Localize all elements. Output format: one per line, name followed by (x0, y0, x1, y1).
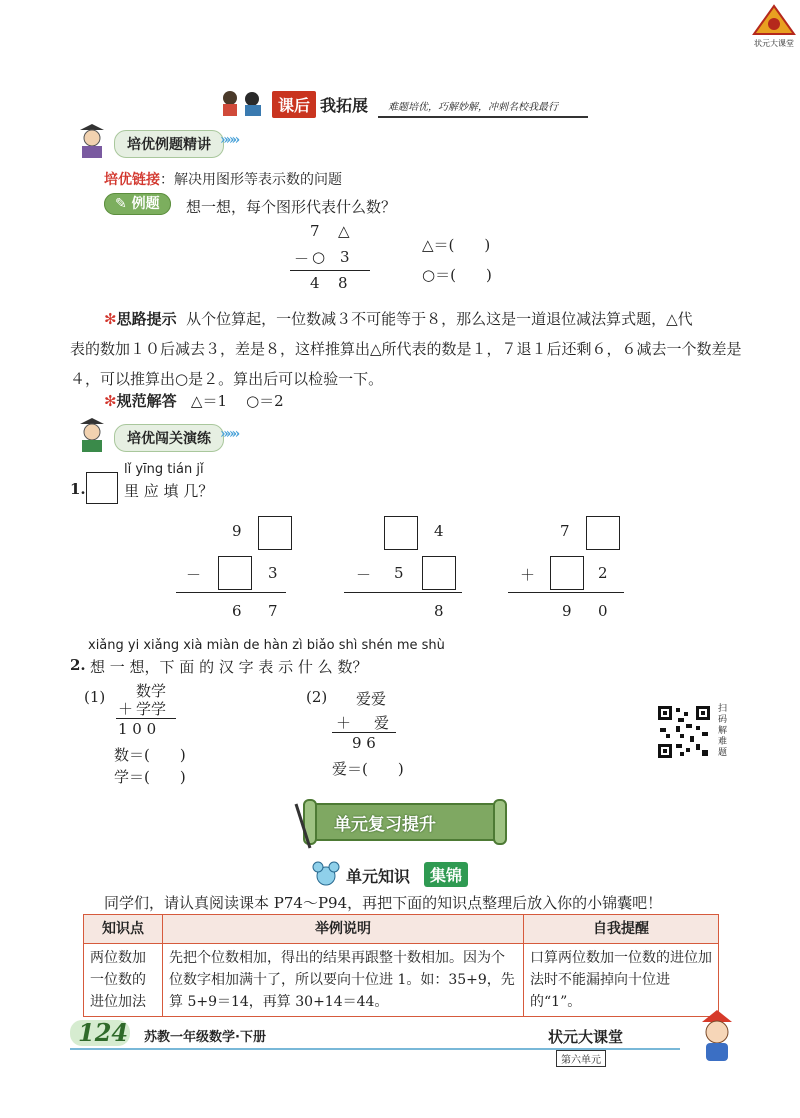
section2-header (70, 418, 270, 454)
q2-sub1 (84, 680, 214, 790)
footer (70, 1018, 750, 1078)
p2-res: 8 (434, 602, 444, 620)
solution-label: 规范解答 (116, 392, 177, 410)
s1-line (116, 718, 176, 719)
hint-cont (70, 334, 750, 394)
solution-cir: ○＝2 (246, 392, 284, 410)
p3-box-top[interactable] (586, 516, 620, 550)
unit-review-title: 单元复习提升 (334, 815, 436, 835)
s2-op: ＋ (336, 714, 352, 732)
knowledge-table (83, 914, 719, 1017)
knowledge-intro: 同学们，请认真阅读课本 P74～P94，再把下面的知识点整理后放入你的小锦囊吧！ (104, 894, 663, 912)
p3-mid: 2 (598, 564, 608, 582)
banner-underline (378, 116, 588, 118)
q2-text: 想 一 想，下 面 的 汉 字 表 示 什 么 数？ (90, 658, 368, 676)
banner-title-black: 我拓展 (320, 96, 369, 115)
s2-res: 9 6 (352, 734, 376, 752)
q1-num: 1. (70, 480, 86, 498)
table-header-cell: 举例说明 (163, 915, 524, 944)
qr-code[interactable] (656, 704, 712, 760)
ex-line (290, 270, 370, 271)
section1-label: 培优例题精讲 (114, 130, 224, 158)
p2-box-mid[interactable] (422, 556, 456, 590)
p1-box-top[interactable] (258, 516, 292, 550)
p1-line (176, 592, 286, 593)
p2-top: 4 (434, 522, 444, 540)
example-sum (290, 222, 380, 292)
section1-header (70, 124, 270, 160)
link-text: 解决用图形等表示数的问题 (174, 172, 342, 188)
q1-problem3 (508, 512, 628, 622)
q2-pinyin: xiǎng yi xiǎng xià miàn de hàn zì biǎo shì shén me shù (88, 638, 445, 653)
example-badge (104, 193, 171, 213)
s1-label: (1) (84, 688, 106, 706)
corner-logo-text: 状元大课堂 (754, 39, 794, 48)
footer-book: 苏教一年级数学·下册 (144, 1030, 266, 1045)
p1-top: 9 (232, 522, 242, 540)
ex-answer-triangle: △＝( ) (422, 236, 491, 254)
ex-r2-tens: ○ (312, 248, 326, 266)
ex-res-ones: 8 (338, 274, 348, 292)
kids-illustration-icon (218, 88, 268, 118)
doctor-icon (70, 418, 114, 454)
hint-line2: 表的数加１０后减去３，差是８，这样推算出△所代表的数是１，７退１后还剩６，６减去一个数差是 (70, 340, 742, 358)
page-number: 124 (78, 1018, 129, 1047)
s1-res: 1 0 0 (118, 720, 157, 738)
p3-line (508, 592, 624, 593)
table-cell-reminder: 口算两位数加一位数的进位加法时不能漏掉向十位进的“1”。 (524, 944, 719, 1017)
s1-top: 数学 (136, 682, 167, 700)
p3-res-ones: 0 (598, 602, 608, 620)
p2-line (344, 592, 462, 593)
unit-review-banner (290, 796, 520, 852)
p3-top: 7 (560, 522, 570, 540)
ex-r2-op: － (294, 250, 310, 268)
q1-problem1 (176, 512, 286, 622)
knowledge-title-b: 集锦 (424, 862, 468, 887)
qr-code-icon (656, 704, 712, 760)
s2-line (332, 732, 396, 733)
solution-tri: △＝1 (190, 392, 227, 410)
p2-box-top[interactable] (384, 516, 418, 550)
s2-label: (2) (306, 688, 328, 706)
footer-unit: 第六单元 (556, 1050, 606, 1067)
boy-mascot-icon (692, 1008, 742, 1064)
knowledge-title-a: 单元知识 (346, 867, 411, 886)
banner (218, 88, 588, 120)
link-line (104, 170, 342, 190)
chevrons-icon-2: »»» (220, 426, 238, 442)
p1-mid: 3 (268, 564, 278, 582)
q1-text: 里 应 填 几？ (124, 482, 214, 500)
p2-op: － (356, 566, 372, 584)
ex-res-tens: 4 (310, 274, 320, 292)
hint-block (104, 304, 744, 334)
logo-triangle-icon (752, 4, 796, 36)
flower-icon-2: ✻ (104, 392, 117, 410)
banner-title-red: 课后 (272, 91, 316, 118)
p1-op: － (186, 566, 202, 584)
hint-line3: ４，可以推算出○是２。算出后可以检验一下。 (70, 370, 384, 388)
q1-pinyin: lǐ yīng tián jǐ (124, 462, 204, 477)
footer-brand: 状元大课堂 (548, 1028, 624, 1046)
table-header-cell: 自我提醒 (524, 915, 719, 944)
teacher-icon (70, 124, 114, 160)
table-cell-example: 先把个位数相加，得出的结果再跟整十数相加。因为个位数字相加满十了，所以要向十位进 1。如：35+9，先算 5+9＝14，再算 30+14＝44。 (163, 944, 524, 1017)
p3-res-tens: 9 (562, 602, 572, 620)
q2-num: 2. (70, 656, 86, 674)
knowledge-header (312, 860, 492, 890)
q1-problem2 (344, 512, 464, 622)
hint-line1: 从个位算起，一位数减３不可能等于８，那么这是一道退位减法算式题，△代 (186, 310, 693, 328)
mouse-mascot-icon (312, 860, 340, 888)
s2-top: 爱爱 (356, 690, 387, 708)
ex-answer-circle: ○＝( ) (422, 266, 492, 284)
table-cell-topic: 两位数加一位数的进位加法 (84, 944, 163, 1017)
ex-r2-ones: 3 (340, 248, 350, 266)
s1-a2: 学＝( ) (114, 768, 186, 786)
flower-icon: ✻ (104, 310, 117, 328)
chevrons-icon: »»» (220, 132, 238, 148)
q2-sub2 (306, 686, 436, 786)
p1-box-mid[interactable] (218, 556, 252, 590)
qr-caption: 扫码解难题 (718, 704, 728, 758)
example-label-text: 例题 (131, 196, 160, 212)
p2-mid: 5 (394, 564, 404, 582)
section2-label: 培优闯关演练 (114, 424, 224, 452)
p1-res-ones: 7 (268, 602, 278, 620)
banner-slogan: 难题培优，巧解妙解，冲刺名校我最行 (388, 102, 558, 113)
solution-line (104, 390, 284, 411)
p3-op: ＋ (520, 566, 536, 584)
p3-box-mid[interactable] (550, 556, 584, 590)
s1-a1: 数＝( ) (114, 746, 186, 764)
link-colon: ： (160, 172, 174, 188)
s1-mid: 学学 (136, 700, 167, 718)
link-label: 培优链接 (104, 172, 160, 188)
ex-r1-tens: 7 (310, 222, 320, 240)
ex-r1-ones: △ (338, 222, 350, 240)
example-question: 想一想，每个图形代表什么数？ (186, 198, 397, 216)
hint-label: 思路提示 (116, 310, 177, 328)
example-label: ✎ 例题 (104, 193, 171, 215)
corner-logo (752, 4, 796, 48)
table-header-cell: 知识点 (84, 915, 163, 944)
s2-mid: 爱 (374, 714, 390, 732)
table-header-row (84, 915, 719, 944)
s1-op: ＋ (118, 700, 134, 718)
s2-a1: 爱＝( ) (332, 760, 404, 778)
p1-res-tens: 6 (232, 602, 242, 620)
table-row (84, 944, 719, 1017)
q1-box-icon (86, 472, 118, 504)
